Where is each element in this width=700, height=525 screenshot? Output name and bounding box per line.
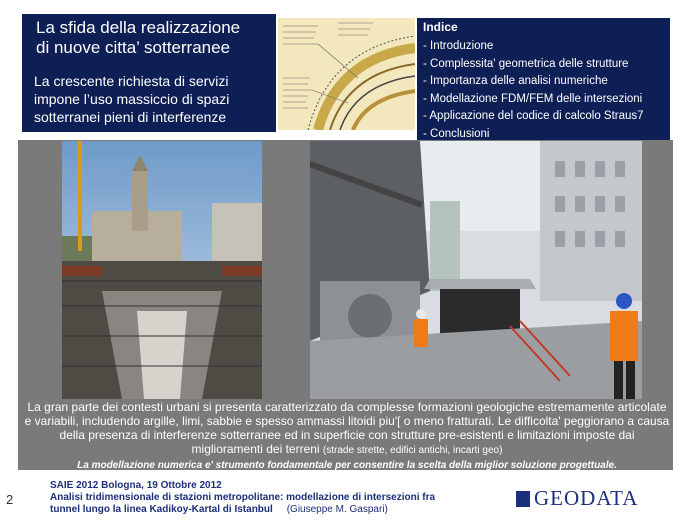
geodata-logo xyxy=(516,486,638,511)
drawing-graphic xyxy=(278,18,415,130)
index-panel xyxy=(417,18,670,140)
slide-subtitle xyxy=(34,72,229,126)
footer-event: SAIE 2012 Bologna, 19 Ottobre 2012 xyxy=(50,480,222,491)
index-item: - Applicazione del codice di calcolo Straus7 xyxy=(423,110,644,122)
index-item: - Importanza delle analisi numeriche xyxy=(423,75,608,87)
subtitle-line-2: impone l’uso massiccio di spazi xyxy=(34,91,230,107)
index-item: - Conclusioni xyxy=(423,127,490,140)
index-item: - Modellazione FDM/FEM delle intersezioni xyxy=(423,92,643,105)
footer-text xyxy=(50,480,435,516)
excavation-photo xyxy=(62,141,262,399)
index-list xyxy=(423,38,644,143)
subtitle-line-1: La crescente richiesta di servizi xyxy=(34,73,229,89)
page-number: 2 xyxy=(6,492,14,507)
title-line-1: La sfida della realizzazione xyxy=(36,18,241,37)
subtitle-line-3: sotterranei pieni di interferenze xyxy=(34,109,227,125)
logo-text: GEODATA xyxy=(534,486,639,510)
excavation-photo-graphic xyxy=(62,141,262,399)
title-panel xyxy=(22,14,276,132)
tunnel-portal-photo xyxy=(310,141,642,399)
index-item: - Complessita' geometrica delle strutture xyxy=(423,57,629,70)
footer-author: (Giuseppe M. Gaspari) xyxy=(286,504,388,515)
footer-talk-line-1: Analisi tridimensionale di stazioni metropolitane: modellazione di intersezioni fra xyxy=(50,492,436,503)
slide-title xyxy=(36,18,240,58)
index-heading: Indice xyxy=(423,20,458,34)
title-line-2: di nuove citta’ sotterranee xyxy=(36,38,231,57)
paragraph-note: (strade strette, edifici antichi, incarti geo) xyxy=(322,445,503,456)
logo-mark-icon xyxy=(516,491,530,507)
emphasis-line: La modellazione numerica e' strumento fondamentale per consentire la scelta della miglior soluzione progettuale. xyxy=(77,460,617,471)
tunnel-section-drawing xyxy=(278,18,415,130)
body-paragraph xyxy=(24,400,670,473)
tunnel-portal-photo-graphic xyxy=(310,141,642,399)
index-item: - Introduzione xyxy=(423,40,494,52)
footer-talk-line-2 xyxy=(50,504,435,516)
paragraph-main: La gran parte dei contesti urbani si presenta caratterizzato da complesse formazioni geologiche estremamente articolate e variabili, includendo argille, limi, sabbie e spesso ammassi litoidi piu'[ o meno fratturati. Le difficolta' peggiorano a causa della presenza di interferenze sotterranee ed in superficie con strutture pre-esistenti e limitazioni imposte dai miglioramenti dei terreni xyxy=(24,400,670,456)
footer-talk-line-2-text: tunnel lungo la linea Kadikoy-Kartal di Istanbul xyxy=(50,504,273,515)
